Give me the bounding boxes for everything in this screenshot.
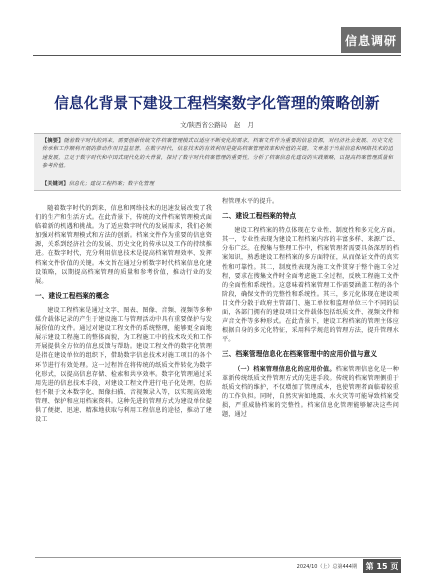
section-3-text: 档案管理信息化是一种革新传统纸质文件管理方式的先进手段。传统的档案管理侧重于纸质文档的维护，不仅增加了管理成本，也使管理者面临着较重的工作负担。同时，自然灾害如地震、水火灾等可能导致档案受损，严重威胁档案的完整性。档案信息化管理能够解决这些问题，通过 [222,365,399,418]
intro-paragraph: 随着数字时代的到来，信息和网络技术的迅速发展改变了我们的生产和生活方式。在此背景下，传统的文件档案管理模式面临着新的机遇和挑战。为了适应数字时代的发展需求，我们必须加强对档案管理模式和方法的创新。档案文件作为重要的信息资源，关系到经济社会的发展、历史文化的传承以及工作的持续推进。在数字时代，充分利用信息技术是提高档案管理效率、发挥档案文件价值的关键。本文旨在通过分析数字时代档案信息化建设策略，以期提高档案管理的质量和参考价值，推动行业的发展。 [35,205,212,285]
section-heading-3: 三、档案管理信息化在档案管理中的应用价值与意义 [222,350,378,359]
section-1-paragraph: 建设工程档案是通过文字、图表、图像、音频、视频等多种媒介载体记录的产生于建设施工与管理活动中具有重要保护与发展价值的文件。通过对建设工程文件的系统整理，能够更全面地展示建设工程施工的整体面貌，为工程施工中的技术攻关和工作开展提供全方位的信息反馈与帮助。建设工程文件的数字化管理是指在建设单位的组织下，借助数字信息技术对施工项目的各个环节进行有效处理。这一过程旨在将传统的纸质文件转化为数字化形式，以提高信息存储、检索和共享效率。数字化管理通过采用先进的信息技术手段，对建设工程文件进行电子化处理，包括但不限于文本数字化、图像扫描、音视频录入等，以实现高效地管理、保护和应用档案资料。这种先进的管理方式为建设单位提供了便捷、迅速、精准地获取与利用工程信息的途径，推动了建设工 [35,306,212,424]
continued-paragraph: 程管理水平的提升。 [222,198,279,205]
article-byline: 文/陕西省公路局 赵 月 [180,121,254,129]
keywords-text: 信息化；建设工程档案；数字化管理 [68,180,155,187]
abstract-box [34,133,401,191]
section-heading-2: 二、建设工程档案的特点 [222,212,297,221]
keywords-label: 【关键词】 [42,180,69,187]
abstract-text: 随着数字时代的到来，需要创新传统文件档案管理模式以适应不断变化的需求。档案文件作为重要的信息资源，对经济社会发展、历史文化传承和工作顺利开展的推动作用日益显著。在数字时代，信息技术的有效利用是提高档案管理效率和价值的关键。文章基于当前信息和网络技术的迅速发展，立足于数字时代和中国式现代化的大背景，探讨了数字时代档案管理的重要性，分析了档案信息化建设的实践策略，以提高档案管理质量和参考价值。 [42,138,393,169]
issue-info: 2024/10（上）总第444期 [296,564,357,570]
section-2-paragraph: 建设工程档案的特点体现在专业性、制度性和多元化方面。其一，专业性表现为建设工程档案内容的丰富多样、来源广泛、分布广泛。在搜集与整理工作中，档案管理者需要具备深厚的档案知识，熟悉建设工程档案的多方面特征，从而保证文件的真实性和可靠性。其二，制度性表现为施工文件贯穿于整个施工全过程，要求在搜集文件时全面考虑施工全过程，反映工程施工文件的全面性和系统性。这意味着档案管理工作需要涵盖工程的各个阶段，确保文件的完整性和系统性。其三，多元化体现在建设项目文件分散于政府主管部门、施工单位和监理单位三个不同的层面，各部门拥有的建设项目文件载体包括纸质文件、视频文件和声音文件等多种形式。在此背景下，建设工程档案的管理主体应根据自身的多元化特征，采用科学规范的管理方法，提升管理水平。 [222,227,399,344]
section-tag: 信息调研 [341,27,401,53]
footer-rule [35,557,401,558]
subsection-heading: （一）档案管理信息化的应用价值。 [234,365,336,373]
page-number: 第 15 页 [363,559,401,573]
header-rule [33,55,401,56]
body-column-right [222,197,399,419]
section-3-paragraph [222,365,399,420]
keywords-line [42,180,393,188]
abstract-label: 【摘要】 [42,138,64,144]
body-column-left [35,204,212,424]
section-heading-1: 一、建设工程档案的概念 [35,291,110,300]
article-title: 信息化背景下建设工程档案数字化管理的策略创新 [54,95,380,112]
